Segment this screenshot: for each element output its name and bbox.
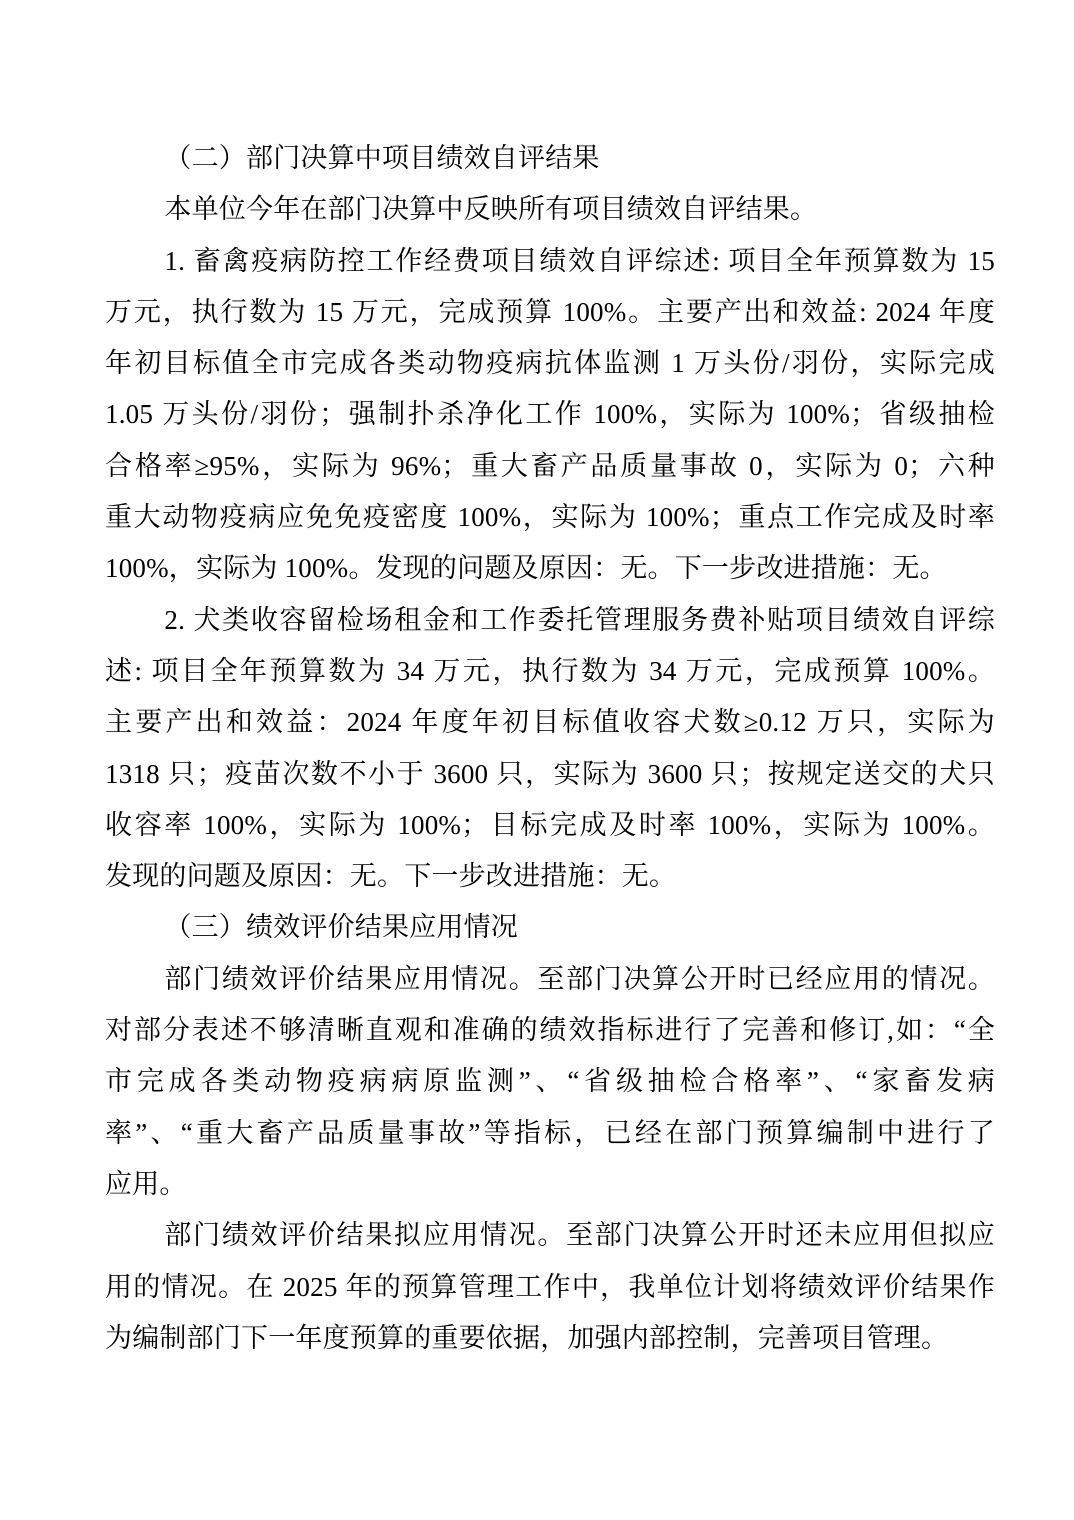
text-line: 为编制部门下一年度预算的重要依据，加强内部控制，完善项目管理。 xyxy=(105,1322,949,1353)
document-text xyxy=(105,133,995,1364)
text-line: 市完成各类动物疫病病原监测”、“省级抽检合格率”、“家畜发病 xyxy=(105,1066,995,1097)
text-line: 发现的问题及原因：无。下一步改进措施：无。 xyxy=(105,861,677,892)
text-line: 部门绩效评价结果拟应用情况。至部门决算公开时还未应用但拟应 xyxy=(164,1220,995,1251)
text-line: 1.05 万头份/羽份；强制扑杀净化工作 100%，实际为 100%；省级抽检 xyxy=(105,399,995,430)
section-heading: （三）绩效评价结果应用情况 xyxy=(164,912,518,943)
text-line: 100%，实际为 100%。发现的问题及原因：无。下一步改进措施：无。 xyxy=(105,553,947,584)
text-line: 2. 犬类收容留检场租金和工作委托管理服务费补贴项目绩效自评综 xyxy=(164,604,995,635)
text-line: 率”、“重大畜产品质量事故”等指标，已经在部门预算编制中进行了 xyxy=(105,1117,995,1148)
text-line: 用的情况。在 2025 年的预算管理工作中，我单位计划将绩效评价结果作 xyxy=(105,1271,995,1302)
text-line: 1. 畜禽疫病防控工作经费项目绩效自评综述: 项目全年预算数为 15 xyxy=(164,245,995,276)
text-line: 部门绩效评价结果应用情况。至部门决算公开时已经应用的情况。 xyxy=(164,963,995,994)
text-line: 年初目标值全市完成各类动物疫病抗体监测 1 万头份/羽份，实际完成 xyxy=(105,348,995,379)
section-heading: （二）部门决算中项目绩效自评结果 xyxy=(164,143,600,173)
text-line: 1318 只；疫苗次数不小于 3600 只，实际为 3600 只；按规定送交的犬只 xyxy=(105,758,995,789)
text-line: 主要产出和效益：2024 年度年初目标值收容犬数≥0.12 万只，实际为 xyxy=(105,707,995,738)
text-line: 本单位今年在部门决算中反映所有项目绩效自评结果。 xyxy=(164,194,818,225)
text-line: 合格率≥95%，实际为 96%；重大畜产品质量事故 0，实际为 0；六种 xyxy=(105,450,995,481)
text-line: 应用。 xyxy=(105,1168,187,1199)
text-line: 对部分表述不够清晰直观和准确的绩效指标进行了完善和修订,如：“全 xyxy=(105,1015,995,1046)
text-line: 万元，执行数为 15 万元，完成预算 100%。主要产出和效益: 2024 年度 xyxy=(105,296,995,327)
text-line: 述: 项目全年预算数为 34 万元，执行数为 34 万元，完成预算 100%。 xyxy=(105,655,995,686)
text-line: 重大动物疫病应免免疫密度 100%，实际为 100%；重点工作完成及时率 xyxy=(105,502,995,533)
text-line: 收容率 100%，实际为 100%；目标完成及时率 100%，实际为 100%。 xyxy=(105,809,995,840)
